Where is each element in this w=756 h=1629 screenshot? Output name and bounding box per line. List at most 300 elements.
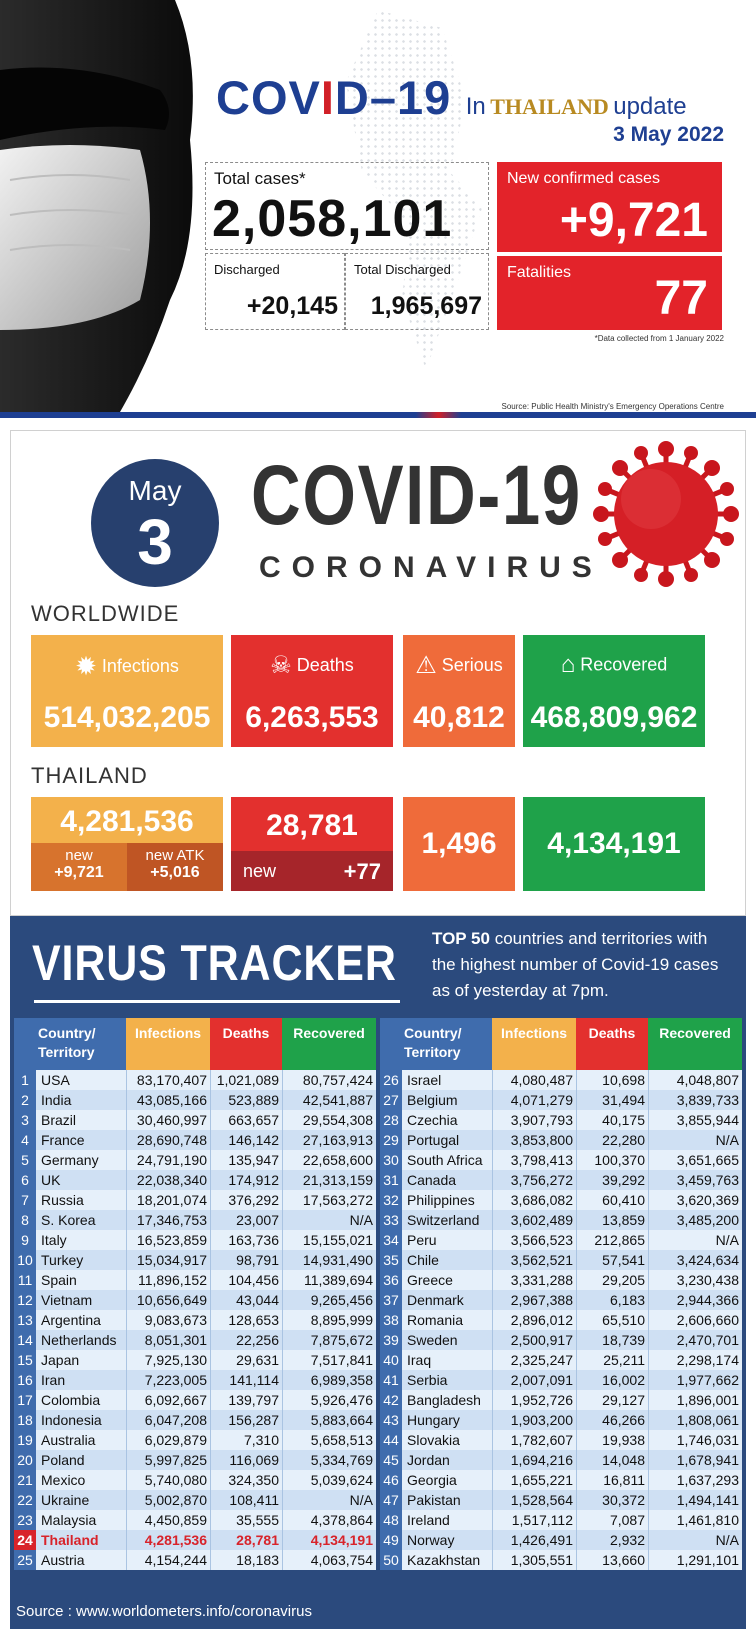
thailand-recovered-card	[523, 797, 705, 891]
thailand-deaths-card	[231, 797, 393, 891]
row-country: Netherlands	[36, 1330, 126, 1350]
row-country: Switzerland	[402, 1210, 492, 1230]
row-rank: 8	[14, 1210, 36, 1230]
worldwide-infections-value: 514,032,205	[43, 701, 211, 734]
row-country: Iraq	[402, 1350, 492, 1370]
table-row	[14, 1350, 376, 1370]
row-deaths: 98,791	[210, 1250, 282, 1270]
row-recovered: 3,620,369	[648, 1190, 742, 1210]
row-deaths: 16,002	[576, 1370, 648, 1390]
row-deaths: 60,410	[576, 1190, 648, 1210]
title-underline	[34, 1000, 400, 1003]
date-month: May	[128, 475, 182, 506]
table-row	[380, 1530, 742, 1550]
row-country: Italy	[36, 1230, 126, 1250]
row-deaths: 14,048	[576, 1450, 648, 1470]
row-recovered: N/A	[648, 1130, 742, 1150]
row-deaths: 16,811	[576, 1470, 648, 1490]
row-country: Philippines	[402, 1190, 492, 1210]
table-row	[380, 1290, 742, 1310]
table-row	[14, 1070, 376, 1090]
header-infections: Infections	[492, 1018, 576, 1070]
row-country: Czechia	[402, 1110, 492, 1130]
row-deaths: 18,183	[210, 1550, 282, 1570]
row-recovered: 4,063,754	[282, 1550, 376, 1570]
total-discharged-box	[345, 253, 489, 330]
row-recovered: 2,470,701	[648, 1330, 742, 1350]
row-infections: 3,602,489	[492, 1210, 576, 1230]
virus-tracker-panel	[10, 916, 746, 1629]
row-country: Denmark	[402, 1290, 492, 1310]
worldwide-recovered-card	[523, 635, 705, 747]
row-rank: 2	[14, 1090, 36, 1110]
row-recovered: N/A	[648, 1230, 742, 1250]
header-deaths: Deaths	[576, 1018, 648, 1070]
row-rank: 34	[380, 1230, 402, 1250]
coronavirus-subtitle: CORONAVIRUS	[259, 551, 603, 584]
row-country: Slovakia	[402, 1430, 492, 1450]
row-infections: 6,047,208	[126, 1410, 210, 1430]
table-row	[380, 1130, 742, 1150]
headline-in: In	[465, 93, 486, 120]
worldwide-serious-value: 40,812	[413, 701, 505, 734]
row-rank: 38	[380, 1310, 402, 1330]
skull-icon: ☠	[270, 652, 292, 679]
row-recovered: 1,977,662	[648, 1370, 742, 1390]
row-recovered: 17,563,272	[282, 1190, 376, 1210]
header-country: Country/ Territory	[380, 1018, 492, 1070]
table-row	[380, 1550, 742, 1570]
row-infections: 6,092,667	[126, 1390, 210, 1410]
row-recovered: N/A	[282, 1490, 376, 1510]
row-deaths: 57,541	[576, 1250, 648, 1270]
row-recovered: 3,459,763	[648, 1170, 742, 1190]
tracker-source: Source : www.worldometers.info/coronavirus	[16, 1603, 312, 1620]
row-rank: 15	[14, 1350, 36, 1370]
table-header	[14, 1018, 376, 1070]
worldwide-serious-card	[403, 635, 515, 747]
warning-icon: ⚠	[415, 652, 437, 679]
row-country: Vietnam	[36, 1290, 126, 1310]
row-recovered: 3,230,438	[648, 1270, 742, 1290]
update-date: 3 May 2022	[613, 123, 724, 146]
row-country: Argentina	[36, 1310, 126, 1330]
table-row	[380, 1270, 742, 1290]
row-deaths: 65,510	[576, 1310, 648, 1330]
row-rank: 25	[14, 1550, 36, 1570]
row-country: Ukraine	[36, 1490, 126, 1510]
table-row	[380, 1170, 742, 1190]
row-recovered: 22,658,600	[282, 1150, 376, 1170]
row-infections: 3,331,288	[492, 1270, 576, 1290]
table-row	[380, 1510, 742, 1530]
table-row	[380, 1450, 742, 1470]
row-rank: 48	[380, 1510, 402, 1530]
worldwide-deaths-value: 6,263,553	[245, 701, 379, 734]
table-row	[380, 1430, 742, 1450]
row-rank: 36	[380, 1270, 402, 1290]
row-infections: 22,038,340	[126, 1170, 210, 1190]
row-deaths: 46,266	[576, 1410, 648, 1430]
row-recovered: 3,651,665	[648, 1150, 742, 1170]
table-row	[380, 1350, 742, 1370]
row-infections: 11,896,152	[126, 1270, 210, 1290]
top-source: Source: Public Health Ministry's Emergency Operations Centre	[501, 402, 724, 411]
row-recovered: 80,757,424	[282, 1070, 376, 1090]
row-country: S. Korea	[36, 1210, 126, 1230]
table-row	[14, 1450, 376, 1470]
virus-tracker-title: VIRUS TRACKER	[32, 935, 397, 991]
thailand-new-cell	[31, 843, 127, 891]
row-rank: 4	[14, 1130, 36, 1150]
row-deaths: 40,175	[576, 1110, 648, 1130]
row-infections: 1,305,551	[492, 1550, 576, 1570]
row-rank: 9	[14, 1230, 36, 1250]
row-rank: 47	[380, 1490, 402, 1510]
thailand-infections-card	[31, 797, 223, 891]
row-rank: 7	[14, 1190, 36, 1210]
row-country: Spain	[36, 1270, 126, 1290]
row-rank: 24	[14, 1530, 36, 1550]
new-confirmed-label: New confirmed cases	[507, 170, 660, 187]
row-recovered: 3,485,200	[648, 1210, 742, 1230]
table-row	[14, 1310, 376, 1330]
row-rank: 42	[380, 1390, 402, 1410]
tracker-description	[432, 926, 732, 1004]
row-infections: 5,002,870	[126, 1490, 210, 1510]
row-rank: 1	[14, 1070, 36, 1090]
row-rank: 26	[380, 1070, 402, 1090]
row-infections: 6,029,879	[126, 1430, 210, 1450]
row-deaths: 212,865	[576, 1230, 648, 1250]
table-row	[14, 1250, 376, 1270]
row-infections: 28,690,748	[126, 1130, 210, 1150]
row-rank: 22	[14, 1490, 36, 1510]
row-country: Chile	[402, 1250, 492, 1270]
row-country: Serbia	[402, 1370, 492, 1390]
discharged-label: Discharged	[214, 262, 280, 277]
row-infections: 7,925,130	[126, 1350, 210, 1370]
table-row	[380, 1250, 742, 1270]
row-country: Jordan	[402, 1450, 492, 1470]
row-deaths: 22,280	[576, 1130, 648, 1150]
row-country: Kazakhstan	[402, 1550, 492, 1570]
row-deaths: 29,205	[576, 1270, 648, 1290]
row-rank: 17	[14, 1390, 36, 1410]
table-row	[380, 1330, 742, 1350]
row-deaths: 108,411	[210, 1490, 282, 1510]
row-infections: 24,791,190	[126, 1150, 210, 1170]
row-infections: 3,853,800	[492, 1130, 576, 1150]
row-country: Portugal	[402, 1130, 492, 1150]
thailand-recovered-value: 4,134,191	[547, 827, 681, 860]
row-infections: 7,223,005	[126, 1370, 210, 1390]
row-country: Ireland	[402, 1510, 492, 1530]
deaths-label: ☠ Deaths	[270, 652, 354, 679]
row-country: USA	[36, 1070, 126, 1090]
table-row	[380, 1390, 742, 1410]
row-rank: 12	[14, 1290, 36, 1310]
table-row	[14, 1230, 376, 1250]
row-country: Malaysia	[36, 1510, 126, 1530]
row-recovered: 9,265,456	[282, 1290, 376, 1310]
row-infections: 2,967,388	[492, 1290, 576, 1310]
row-rank: 40	[380, 1350, 402, 1370]
row-deaths: 663,657	[210, 1110, 282, 1130]
row-recovered: 1,678,941	[648, 1450, 742, 1470]
thailand-deaths-value: 28,781	[266, 809, 358, 842]
row-rank: 18	[14, 1410, 36, 1430]
row-rank: 30	[380, 1150, 402, 1170]
row-recovered: N/A	[648, 1530, 742, 1550]
table-row	[380, 1090, 742, 1110]
row-rank: 16	[14, 1370, 36, 1390]
worldwide-recovered-value: 468,809,962	[530, 701, 698, 734]
row-deaths: 135,947	[210, 1150, 282, 1170]
row-rank: 44	[380, 1430, 402, 1450]
table-row	[14, 1270, 376, 1290]
row-country: Russia	[36, 1190, 126, 1210]
row-recovered: 2,606,660	[648, 1310, 742, 1330]
row-infections: 1,528,564	[492, 1490, 576, 1510]
row-deaths: 7,087	[576, 1510, 648, 1530]
table-row	[14, 1430, 376, 1450]
row-deaths: 19,938	[576, 1430, 648, 1450]
row-recovered: 3,855,944	[648, 1110, 742, 1130]
row-rank: 21	[14, 1470, 36, 1490]
total-discharged-label: Total Discharged	[354, 262, 451, 277]
row-infections: 2,500,917	[492, 1330, 576, 1350]
table-row	[14, 1550, 376, 1570]
row-infections: 1,426,491	[492, 1530, 576, 1550]
table-row	[380, 1490, 742, 1510]
row-infections: 5,740,080	[126, 1470, 210, 1490]
row-infections: 4,281,536	[126, 1530, 210, 1550]
row-rank: 46	[380, 1470, 402, 1490]
row-recovered: 27,163,913	[282, 1130, 376, 1150]
new-atk-label: new ATK	[145, 847, 205, 864]
new-label: new	[65, 847, 93, 864]
row-rank: 6	[14, 1170, 36, 1190]
row-deaths: 156,287	[210, 1410, 282, 1430]
row-deaths: 35,555	[210, 1510, 282, 1530]
row-deaths: 22,256	[210, 1330, 282, 1350]
table-row	[14, 1410, 376, 1430]
row-recovered: 6,989,358	[282, 1370, 376, 1390]
row-country: Canada	[402, 1170, 492, 1190]
row-recovered: 21,313,159	[282, 1170, 376, 1190]
row-country: South Africa	[402, 1150, 492, 1170]
row-infections: 3,566,523	[492, 1230, 576, 1250]
header-infections: Infections	[126, 1018, 210, 1070]
row-recovered: 1,808,061	[648, 1410, 742, 1430]
worldwide-infections-card	[31, 635, 223, 747]
recovered-label: ⌂ Recovered	[560, 651, 668, 678]
row-infections: 9,083,673	[126, 1310, 210, 1330]
row-rank: 29	[380, 1130, 402, 1150]
headline	[216, 70, 687, 125]
row-country: Austria	[36, 1550, 126, 1570]
row-country: Bangladesh	[402, 1390, 492, 1410]
table-row	[14, 1490, 376, 1510]
row-country: Mexico	[36, 1470, 126, 1490]
row-infections: 8,051,301	[126, 1330, 210, 1350]
row-deaths: 100,370	[576, 1150, 648, 1170]
row-country: Georgia	[402, 1470, 492, 1490]
row-deaths: 25,211	[576, 1350, 648, 1370]
row-country: Israel	[402, 1070, 492, 1090]
worldwide-deaths-card	[231, 635, 393, 747]
row-deaths: 141,114	[210, 1370, 282, 1390]
row-rank: 5	[14, 1150, 36, 1170]
row-country: Thailand	[36, 1530, 126, 1550]
row-country: Indonesia	[36, 1410, 126, 1430]
masked-person-photo	[0, 0, 200, 412]
header-country: Country/ Territory	[14, 1018, 126, 1070]
table-row	[14, 1470, 376, 1490]
table-row	[380, 1210, 742, 1230]
discharged-value: +20,145	[246, 292, 338, 320]
new-atk-value: +5,016	[150, 864, 200, 881]
thailand-label: THAILAND	[31, 763, 148, 788]
row-recovered: 11,389,694	[282, 1270, 376, 1290]
row-rank: 19	[14, 1430, 36, 1450]
row-recovered: 7,517,841	[282, 1350, 376, 1370]
row-infections: 83,170,407	[126, 1070, 210, 1090]
headline-update: update	[613, 93, 687, 120]
row-deaths: 163,736	[210, 1230, 282, 1250]
row-infections: 1,903,200	[492, 1410, 576, 1430]
row-deaths: 116,069	[210, 1450, 282, 1470]
date-day: 3	[137, 506, 173, 578]
header-recovered: Recovered	[282, 1018, 376, 1070]
row-recovered: 1,637,293	[648, 1470, 742, 1490]
row-infections: 2,896,012	[492, 1310, 576, 1330]
row-recovered: 1,494,141	[648, 1490, 742, 1510]
table-row	[14, 1190, 376, 1210]
row-recovered: 15,155,021	[282, 1230, 376, 1250]
row-infections: 17,346,753	[126, 1210, 210, 1230]
row-recovered: 1,896,001	[648, 1390, 742, 1410]
total-cases-box	[205, 162, 489, 250]
row-country: Australia	[36, 1430, 126, 1450]
row-country: Iran	[36, 1370, 126, 1390]
row-deaths: 376,292	[210, 1190, 282, 1210]
row-deaths: 31,494	[576, 1090, 648, 1110]
row-rank: 10	[14, 1250, 36, 1270]
table-row	[14, 1110, 376, 1130]
row-infections: 1,782,607	[492, 1430, 576, 1450]
new-confirmed-value: +9,721	[559, 194, 708, 247]
row-infections: 15,034,917	[126, 1250, 210, 1270]
row-rank: 50	[380, 1550, 402, 1570]
row-recovered: 8,895,999	[282, 1310, 376, 1330]
table-row	[380, 1110, 742, 1130]
row-country: Sweden	[402, 1330, 492, 1350]
thailand-serious-value: 1,496	[421, 827, 497, 860]
table-row	[14, 1390, 376, 1410]
thailand-infections-value: 4,281,536	[60, 805, 194, 838]
row-recovered: 4,378,864	[282, 1510, 376, 1530]
row-infections: 3,907,793	[492, 1110, 576, 1130]
row-recovered: 5,039,624	[282, 1470, 376, 1490]
row-deaths: 146,142	[210, 1130, 282, 1150]
row-recovered: 1,291,101	[648, 1550, 742, 1570]
tracker-table-left	[14, 1018, 376, 1570]
row-deaths: 7,310	[210, 1430, 282, 1450]
row-deaths: 29,631	[210, 1350, 282, 1370]
new-value: +9,721	[54, 864, 104, 881]
row-infections: 1,694,216	[492, 1450, 576, 1470]
row-recovered: 1,746,031	[648, 1430, 742, 1450]
table-row	[14, 1170, 376, 1190]
table-row	[14, 1150, 376, 1170]
fatalities-label: Fatalities	[507, 264, 572, 281]
home-icon: ⌂	[560, 651, 576, 678]
table-row	[14, 1330, 376, 1350]
fatalities-box	[497, 256, 722, 330]
row-rank: 23	[14, 1510, 36, 1530]
row-rank: 32	[380, 1190, 402, 1210]
row-deaths: 174,912	[210, 1170, 282, 1190]
row-recovered: 5,883,664	[282, 1410, 376, 1430]
row-rank: 3	[14, 1110, 36, 1130]
row-rank: 39	[380, 1330, 402, 1350]
total-cases-label: Total cases*	[214, 169, 306, 188]
row-rank: 43	[380, 1410, 402, 1430]
row-recovered: 5,658,513	[282, 1430, 376, 1450]
table-row	[380, 1230, 742, 1250]
row-recovered: 4,134,191	[282, 1530, 376, 1550]
row-deaths: 13,660	[576, 1550, 648, 1570]
row-deaths: 104,456	[210, 1270, 282, 1290]
row-rank: 27	[380, 1090, 402, 1110]
row-country: India	[36, 1090, 126, 1110]
description-text: countries and territories with the highest number of Covid-19 cases as of yesterday at 7pm.	[432, 929, 719, 1000]
infections-label: ✹ Infections	[75, 651, 179, 681]
new-confirmed-box	[497, 162, 722, 252]
table-row	[380, 1310, 742, 1330]
row-recovered: 42,541,887	[282, 1090, 376, 1110]
headline-covid: COVID–19	[216, 71, 452, 124]
thailand-serious-card	[403, 797, 515, 891]
row-rank: 13	[14, 1310, 36, 1330]
header-deaths: Deaths	[210, 1018, 282, 1070]
table-row	[14, 1510, 376, 1530]
row-infections: 2,325,247	[492, 1350, 576, 1370]
row-deaths: 2,932	[576, 1530, 648, 1550]
row-recovered: 1,461,810	[648, 1510, 742, 1530]
table-row	[380, 1370, 742, 1390]
row-country: UK	[36, 1170, 126, 1190]
row-infections: 2,007,091	[492, 1370, 576, 1390]
row-country: Norway	[402, 1530, 492, 1550]
row-deaths: 6,183	[576, 1290, 648, 1310]
header-recovered: Recovered	[648, 1018, 742, 1070]
row-recovered: 7,875,672	[282, 1330, 376, 1350]
table-row	[380, 1410, 742, 1430]
date-badge	[91, 459, 219, 587]
row-infections: 5,997,825	[126, 1450, 210, 1470]
row-recovered: 5,926,476	[282, 1390, 376, 1410]
row-infections: 1,517,112	[492, 1510, 576, 1530]
coronavirus-summary-panel	[10, 430, 746, 916]
total-discharged-value: 1,965,697	[370, 292, 482, 320]
row-deaths: 1,021,089	[210, 1070, 282, 1090]
row-infections: 16,523,859	[126, 1230, 210, 1250]
deaths-new-label: new	[243, 861, 277, 881]
row-country: Colombia	[36, 1390, 126, 1410]
